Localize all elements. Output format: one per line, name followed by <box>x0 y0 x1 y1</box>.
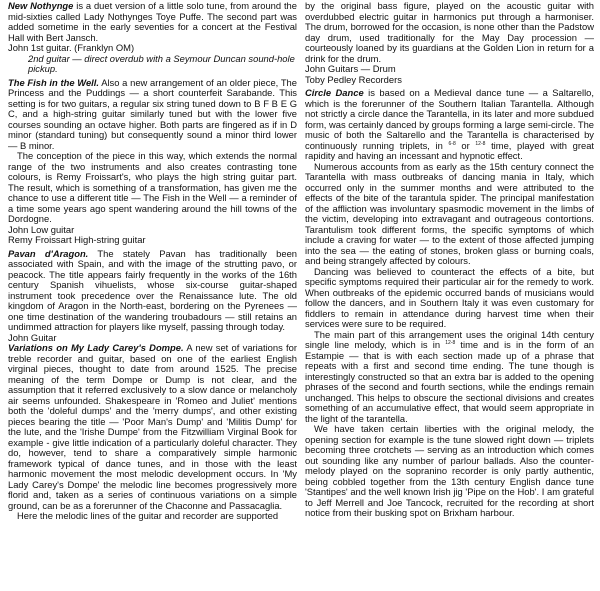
time-signature-12-8: 12-8 <box>475 140 486 147</box>
new-nothynge-title: New Nothynge <box>8 0 74 11</box>
circle-dance-paragraph-5: We have taken certain liberties with the original melody, the opening section for example is the tune slowed right down — triplets becoming three crotchets — serving as an introduction which comes out sounding like any number of parlour ballads. Also the counter-melody played on the sopranino recorder is only partly authentic, being cobbled together from the 13th century English dance tune 'Stantipes' and the well known Irish jig 'Pipe on the Hob'. I am grateful to Jeff Merrell and Joe Tancock, recruited for the recording at short notice from their busking spot on Brixham harbour. <box>305 423 594 518</box>
pavan-text: The stately Pavan has traditionally been associated with Spain, and with the image of the strutting pavo, or peacock. The title appears fairly frequently in the works of the 16th century Spanish vihuelists, whose six-course guitar-shaped instrument took precedence over the Renaissance lute. The old kingdom of Aragon in the North-east, bordering on the Pyrenees — one time destination of the wandering troubadours — still retains an undimmed attraction for players like myself, passing through today. <box>8 247 297 332</box>
variations-title: Variations on My Lady Carey's Dompe. <box>8 342 184 353</box>
circle-dance-text-b: time, played with great rapidity and having an incessant and hypnotic effect. <box>305 139 595 161</box>
circle-dance-p4-a: The main part of this arrangement uses the original 14th century single line melody, which is in <box>305 328 594 350</box>
pavan-credit: John Guitar <box>8 331 57 343</box>
circle-dance-title: Circle Dance <box>305 87 364 98</box>
variations-paragraph-2: Here the melodic lines of the guitar and recorder are supported <box>17 510 279 521</box>
time-signature-6-8: 6-8 <box>448 140 456 147</box>
fish-title: The Fish in the Well. <box>8 76 99 88</box>
fish-paragraph <box>8 78 297 152</box>
left-column <box>8 1 297 591</box>
fish-paragraph-2: The conception of the piece in this way, which extends the normal range of the two instruments and also creates contrasting tone colours, is Remy Froissart's, who plays the high string guitar part. The result, which is something of a transformation, has given me the chance to use a different title — The Fish in the Well — a reminder of a time some years ago spent wandering around the hill towns of the Dordogne. <box>8 150 297 224</box>
circle-dance-p4-b: time and is in the form of an Estampie — that is with each section made up of a phrase that repeats with a first and second time ending. The tune though is interestingly constructed so that an extra bar is added to the opening phrases of the second and fourth sections, while the endings remain unchanged. This helps to obscure the sectional divisions and creates something of an accumulative effect, that would seem appropriate in the light of the tarantella. <box>305 339 595 424</box>
circle-dance-paragraph-2: Numerous accounts from as early as the 15th century connect the Tarantella with mass outbreaks of dancing mania in Italy, which occurred only in the summer months and were attributed to the effects of the bite of the tarantula spider. The principal manifestation of the affliction was involuntary spasmodic movement in the limbs of the victim, developing into extravagant and outrageous contortions. Tarantulism took different forms, the specific symptoms of which include a craving for water — to the extent of those affected jumping into the sea — the eating of stones, broken glass or burning coals, and being strangely affected by colours. <box>305 160 594 266</box>
fish-credit-1: John Low guitar <box>8 223 75 235</box>
pavan-paragraph <box>8 249 297 333</box>
new-nothynge-text: is a duet version of a little solo tune, from around the mid-sixties called Lady Nothynges Toye Puffe. The second part was added sometime in the early seventies for a concert at the Festival Hall with Bert Jansch. <box>8 0 297 43</box>
new-nothynge-credit-1: John 1st guitar. (Franklyn OM) <box>8 42 135 53</box>
pavan-title: Pavan d'Aragon. <box>8 247 89 259</box>
right-column <box>305 1 594 591</box>
fish-text: Also a new arrangement of an older piece, The Princess and the Puddings — a short counterfeit Sarabande. This setting is for two guitars, a regular six string tuned down to B F B E G C, and a high-string guitar similarly tuned but with the lower five courses sounding an octave higher. Both parts are fingered as if in D minor (standard tuning) but consequently sound a minor third lower — B minor. <box>8 76 297 151</box>
right-credit-1: John Guitars — Drum <box>305 63 396 74</box>
time-signature-12-8-b: 12-8 <box>445 339 456 346</box>
circle-dance-paragraph-3: Dancing was believed to counteract the effects of a bite, but specific symptoms required their particular air for the remedy to work. When outbreaks of the epidemic occurred bands of musicians would follow the dancers, and in Southern Italy it was even customary for fiddlers to remain in attendance during harvest time when their services were sure to be required. <box>305 265 594 329</box>
fish-credit-2: Remy Froissart High-string guitar <box>8 234 146 245</box>
continuation-paragraph: by the original bass figure, played on the acoustic guitar with overdubbed electric guitar in harmonics put through a harmoniser. The drum, borrowed for the occasion, is none other than the Padstow day drum, used traditionally for the May Day procession — courteously loaned by its guardians at the Golden Lion in return for a drink for the drum. <box>305 0 594 64</box>
new-nothynge-credit-2: 2nd guitar — direct overdub with a Seymour Duncan sound-hole pickup. <box>28 52 295 74</box>
circle-dance-or: or <box>461 139 470 151</box>
variations-paragraph <box>8 343 297 511</box>
new-nothynge-paragraph <box>8 1 297 43</box>
right-credit-2: Toby Pedley Recorders <box>305 73 402 85</box>
variations-text: A new set of variations for treble recorder and guitar, based on one of the earliest English virginal pieces, thought to date from around 1525. The precise meaning of the term Dompe or Dump is not clear, and the assumption that it referred exclusively to a slow dance or melancholy air seems unfounded. Shakespeare in 'Romeo and Juliet' mentions both the 'doleful dumps' and the 'merry dumps', and other existing pieces bearing the title — 'Poor Man's Dump' and 'Militis Dump' for the lute, and the 'Irishe Dumpe' from the Fitzwilliam Virginal Book for example - give little indication of a particularly doleful character. They do, however, tend to share a comparatively simple harmonic framework typical of dance tunes, and in those with the least harmonic movement the most melodic development occurs. In 'My Lady Carey's Dompe' the melodic line becomes progressively more florid and, taken as a series of continuous variations on a simple ground, can be as a forerunner of the Chaconne and Passacaglia. <box>8 342 297 511</box>
circle-dance-paragraph-4 <box>305 330 594 425</box>
circle-dance-text-a: is based on a Medieval dance tune — a Saltarello, which is the forerunner of the Southern Italian Tarantella. Although not strictly a circle dance the Tarantella, in its later and more subdued form, was certainly danced by groups forming a large semi-circle. The music of both the Saltarello and the Tarantella is characterised by continuously running triplets, in <box>305 87 595 151</box>
circle-dance-paragraph <box>305 88 594 162</box>
